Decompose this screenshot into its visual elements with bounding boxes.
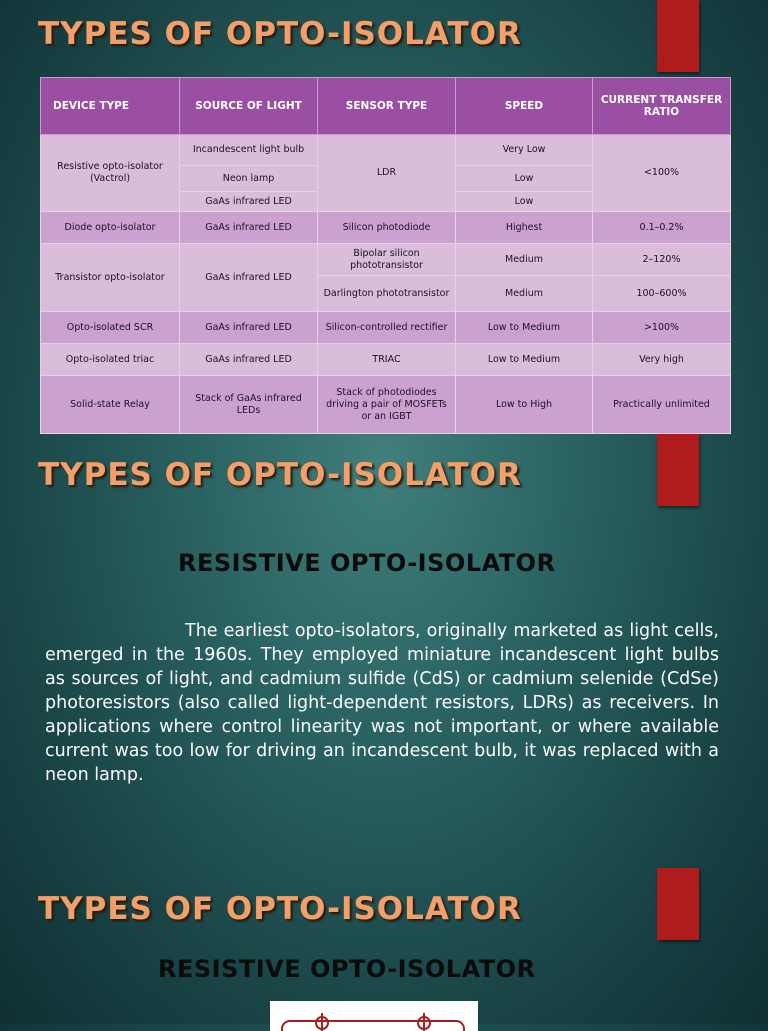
header-ctr: CURRENT TRANSFER RATIO bbox=[593, 78, 731, 135]
cell-triac-sensor: TRIAC bbox=[318, 344, 456, 376]
cell-resistive-speed-1: Very Low bbox=[456, 135, 593, 166]
cell-transistor-sensor-2: Darlington phototransistor bbox=[318, 276, 456, 312]
table-row bbox=[41, 135, 731, 166]
cell-transistor-ctr-2: 100–600% bbox=[593, 276, 731, 312]
circuit-diagram-icon bbox=[270, 1001, 478, 1031]
cell-resistive-source-3: GaAs infrared LED bbox=[180, 192, 318, 212]
slide-2-subtitle: RESISTIVE OPTO-ISOLATOR bbox=[178, 549, 556, 577]
slide-3-subtitle: RESISTIVE OPTO-ISOLATOR bbox=[158, 955, 536, 983]
cell-triac-speed: Low to Medium bbox=[456, 344, 593, 376]
cell-transistor-speed-2: Medium bbox=[456, 276, 593, 312]
opto-isolator-table bbox=[40, 77, 731, 434]
cell-resistive-ctr: <100% bbox=[593, 135, 731, 212]
cell-relay-sensor: Stack of photodiodes driving a pair of MOSFETs or an IGBT bbox=[318, 376, 456, 434]
cell-transistor-source: GaAs infrared LED bbox=[180, 244, 318, 312]
slide-2-red-bar bbox=[657, 434, 699, 506]
circuit-diagram-image bbox=[270, 1001, 478, 1031]
cell-resistive-sensor: LDR bbox=[318, 135, 456, 212]
cell-relay-device: Solid-state Relay bbox=[41, 376, 180, 434]
table-row bbox=[41, 376, 731, 434]
cell-relay-ctr: Practically unlimited bbox=[593, 376, 731, 434]
cell-triac-ctr: Very high bbox=[593, 344, 731, 376]
slide-1 bbox=[0, 0, 768, 430]
header-speed: SPEED bbox=[456, 78, 593, 135]
cell-scr-source: GaAs infrared LED bbox=[180, 312, 318, 344]
cell-diode-device: Diode opto-isolator bbox=[41, 212, 180, 244]
cell-resistive-source-1: Incandescent light bulb bbox=[180, 135, 318, 166]
cell-transistor-speed-1: Medium bbox=[456, 244, 593, 276]
cell-scr-ctr: >100% bbox=[593, 312, 731, 344]
slide-1-red-bar bbox=[657, 0, 699, 72]
header-source-of-light: SOURCE OF LIGHT bbox=[180, 78, 318, 135]
cell-relay-source: Stack of GaAs infrared LEDs bbox=[180, 376, 318, 434]
slide-2-body-text: The earliest opto-isolators, originally marketed as light cells, emerged in the 1960s. They employed miniature incandescent light bulbs as sources of light, and cadmium sulfide (CdS) or cadmium selenide (CdSe) photoresistors (also called light-dependent resistors, LDRs) as receivers. In applications where control linearity was not important, or where available current was too low for driving an incandescent bulb, it was replaced with a neon lamp. bbox=[45, 621, 719, 785]
cell-resistive-device: Resistive opto-isolator (Vactrol) bbox=[41, 135, 180, 212]
cell-resistive-source-2: Neon lamp bbox=[180, 166, 318, 192]
slide-3-title: TYPES OF OPTO-ISOLATOR bbox=[38, 891, 522, 927]
table-row bbox=[41, 244, 731, 276]
table-header-row bbox=[41, 78, 731, 135]
cell-diode-source: GaAs infrared LED bbox=[180, 212, 318, 244]
slide-3-red-bar bbox=[657, 868, 699, 940]
cell-transistor-sensor-1: Bipolar silicon phototransistor bbox=[318, 244, 456, 276]
cell-diode-speed: Highest bbox=[456, 212, 593, 244]
cell-scr-speed: Low to Medium bbox=[456, 312, 593, 344]
slide-2 bbox=[0, 432, 768, 862]
cell-relay-speed: Low to High bbox=[456, 376, 593, 434]
table-row bbox=[41, 212, 731, 244]
cell-diode-sensor: Silicon photodiode bbox=[318, 212, 456, 244]
header-device-type: DEVICE TYPE bbox=[41, 78, 180, 135]
cell-scr-sensor: Silicon-controlled rectifier bbox=[318, 312, 456, 344]
slide-3 bbox=[0, 862, 768, 1024]
cell-transistor-device: Transistor opto-isolator bbox=[41, 244, 180, 312]
cell-scr-device: Opto-isolated SCR bbox=[41, 312, 180, 344]
header-sensor-type: SENSOR TYPE bbox=[318, 78, 456, 135]
table-row bbox=[41, 344, 731, 376]
slide-2-title: TYPES OF OPTO-ISOLATOR bbox=[38, 457, 522, 493]
table-row bbox=[41, 312, 731, 344]
cell-resistive-speed-3: Low bbox=[456, 192, 593, 212]
cell-diode-ctr: 0.1–0.2% bbox=[593, 212, 731, 244]
cell-resistive-speed-2: Low bbox=[456, 166, 593, 192]
cell-triac-source: GaAs infrared LED bbox=[180, 344, 318, 376]
slide-1-title: TYPES OF OPTO-ISOLATOR bbox=[38, 16, 522, 52]
cell-transistor-ctr-1: 2–120% bbox=[593, 244, 731, 276]
cell-triac-device: Opto-isolated triac bbox=[41, 344, 180, 376]
